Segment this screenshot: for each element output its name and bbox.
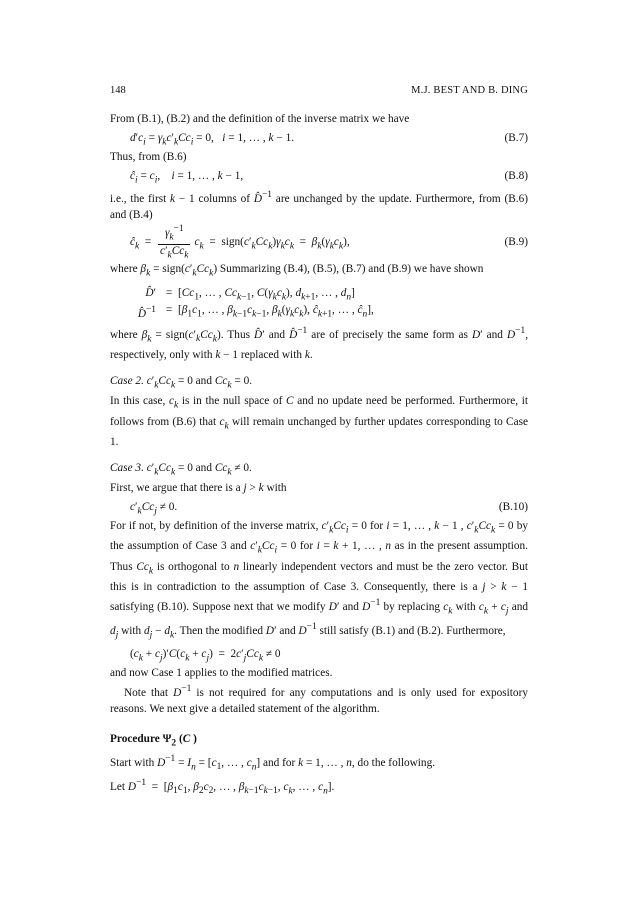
para-same-form: where $\beta_k$ = $sign(c'_kCc_k)$. Thus D̂′ and D̂$^{-1}$ are of precisely the same form as D′ and $D^{-1}$, respectively, only with k − 1 replaced with k. — [110, 326, 529, 362]
running-head: M.J. BEST AND B. DING — [411, 85, 528, 96]
equation-modified-expr: $(c_k + c_j)'C(c_k + c_j) = 2c'_jCc_k \ne 0$ — [130, 647, 281, 664]
para-first-columns: i.e., the first k − 1 columns of D̂$^{-1}$ are unchanged by the update. Furthermore, from (B.6) and (B.4) — [110, 190, 528, 221]
para-inverse-def: From (B.1), (B.2) and the definition of the inverse matrix we have — [110, 113, 410, 125]
case-3-title: Case 3. $c'_kCc_k = 0$ and $Cc_k \ne 0$. — [110, 461, 252, 478]
para-thus-visible: Thus, from (B.6) — [110, 151, 187, 163]
procedure-title: Procedure $\Psi_2$ (C ) — [110, 732, 197, 748]
page-body — [110, 111, 528, 799]
case-3-argument: For if not, by definition of the inverse matrix, $c'_kCc_i = 0$ for i = 1, … , k − 1 , $c'_kCc_k = 0$ by the assumption of Case 3 and $c'_kCc_i = 0$ for i = k + 1, … , n as in the present assumption. Thus $Cc_k$ is orthogonal to n linearly independent vectors and must be the zero vector. But this is in contradiction to the assumption of Case 3. Consequently, there is a j > k − 1 satisfying (B.10). Suppose next that we modify D′ and $D^{-1}$ by replacing $c_k$ with $c_k + c_j$ and $d_j$ with $d_j - d_k$. Then the modified D′ and $D^{-1}$ still satisfy (B.1) and (B.2). Furthermore, — [110, 520, 529, 640]
equation-b10 — [110, 496, 528, 518]
procedure-line-1: Start with $D^{-1} = I_n = [c_1$, … , $c_n$] and for k = 1, … , n, do the following. — [110, 753, 436, 772]
para-expository: Note that $D^{-1}$ is not required for any computations and is only used for expository reasons. We next give a detailed statement of the algorithm. — [110, 683, 528, 715]
para-summarizing: where $\beta_k$ = $sign(c'_kCc_k)$ Summarizing (B.4), (B.5), (B.7) and (B.9) we have shown — [110, 262, 484, 279]
aligned-row-d-hat: D̂′ = [$Cc_1$, … , $Cc_{k-1}$, $C(\gamma_kc_k)$, $d_{k+1}$, … , $d_n$] — [145, 287, 355, 303]
equation-modified — [110, 643, 528, 665]
para-case1-applies: and now Case 1 applies to the modified matrices. — [110, 666, 333, 679]
equation-number-b7: (B.7) — [504, 132, 528, 144]
equation-number-b9: (B.9) — [504, 235, 528, 248]
equation-b9-expr: $ĉ_k$ = $\frac{\gamma_k^{-1}}{c'_kCc_k}$ $c_k$ = $sign(c'_kCc_k)\gamma_kc_k = \beta_k(\gamma_kc_k)$, — [130, 223, 350, 261]
equation-b7-expr: $d'c_i = \gamma_kc'_kCc_i = 0$, i = 1, … , k − 1. — [130, 132, 295, 148]
equation-number-b10: (B.10) — [498, 501, 528, 514]
equation-b9 — [110, 223, 528, 261]
case-2-title: Case 2. $c'_kCc_k = 0$ and $Cc_k = 0$. — [110, 375, 253, 391]
equation-b8-expr: $ĉ_i = c_i$, i = 1, … , k − 1, — [130, 170, 244, 186]
aligned-equations — [110, 285, 528, 319]
case-2-body: In this case, $c_k$ is in the null space of C and no update need be performed. Furthermore, it follows from (B.6) that $c_k$ will remain unchanged by further updates corresponding to Case 1. — [110, 395, 529, 448]
case-3-intro: First, we argue that there is a j > k with — [110, 482, 287, 495]
page-number: 148 — [110, 85, 126, 96]
aligned-row-d-hat-inverse: D̂$^{-1}$ = [$\beta_1c_1$, … , $\beta_{k-1}c_{k-1}$, $\beta_k(\gamma_kc_k)$, $ĉ_{k+1}$, … , $ĉ_n$], — [137, 304, 374, 320]
procedure-line-2: Let $D^{-1} = [\beta_1c_1$, $\beta_2c_2$, … , $\beta_{k-1}c_{k-1}$, $c_k$, … , $c_n$]. — [110, 777, 335, 796]
equation-b8 — [110, 165, 528, 187]
equation-b7 — [110, 127, 528, 149]
equation-number-b8: (B.8) — [504, 170, 528, 182]
equation-b10-expr: $c'_kCc_j \ne 0$. — [130, 501, 178, 517]
